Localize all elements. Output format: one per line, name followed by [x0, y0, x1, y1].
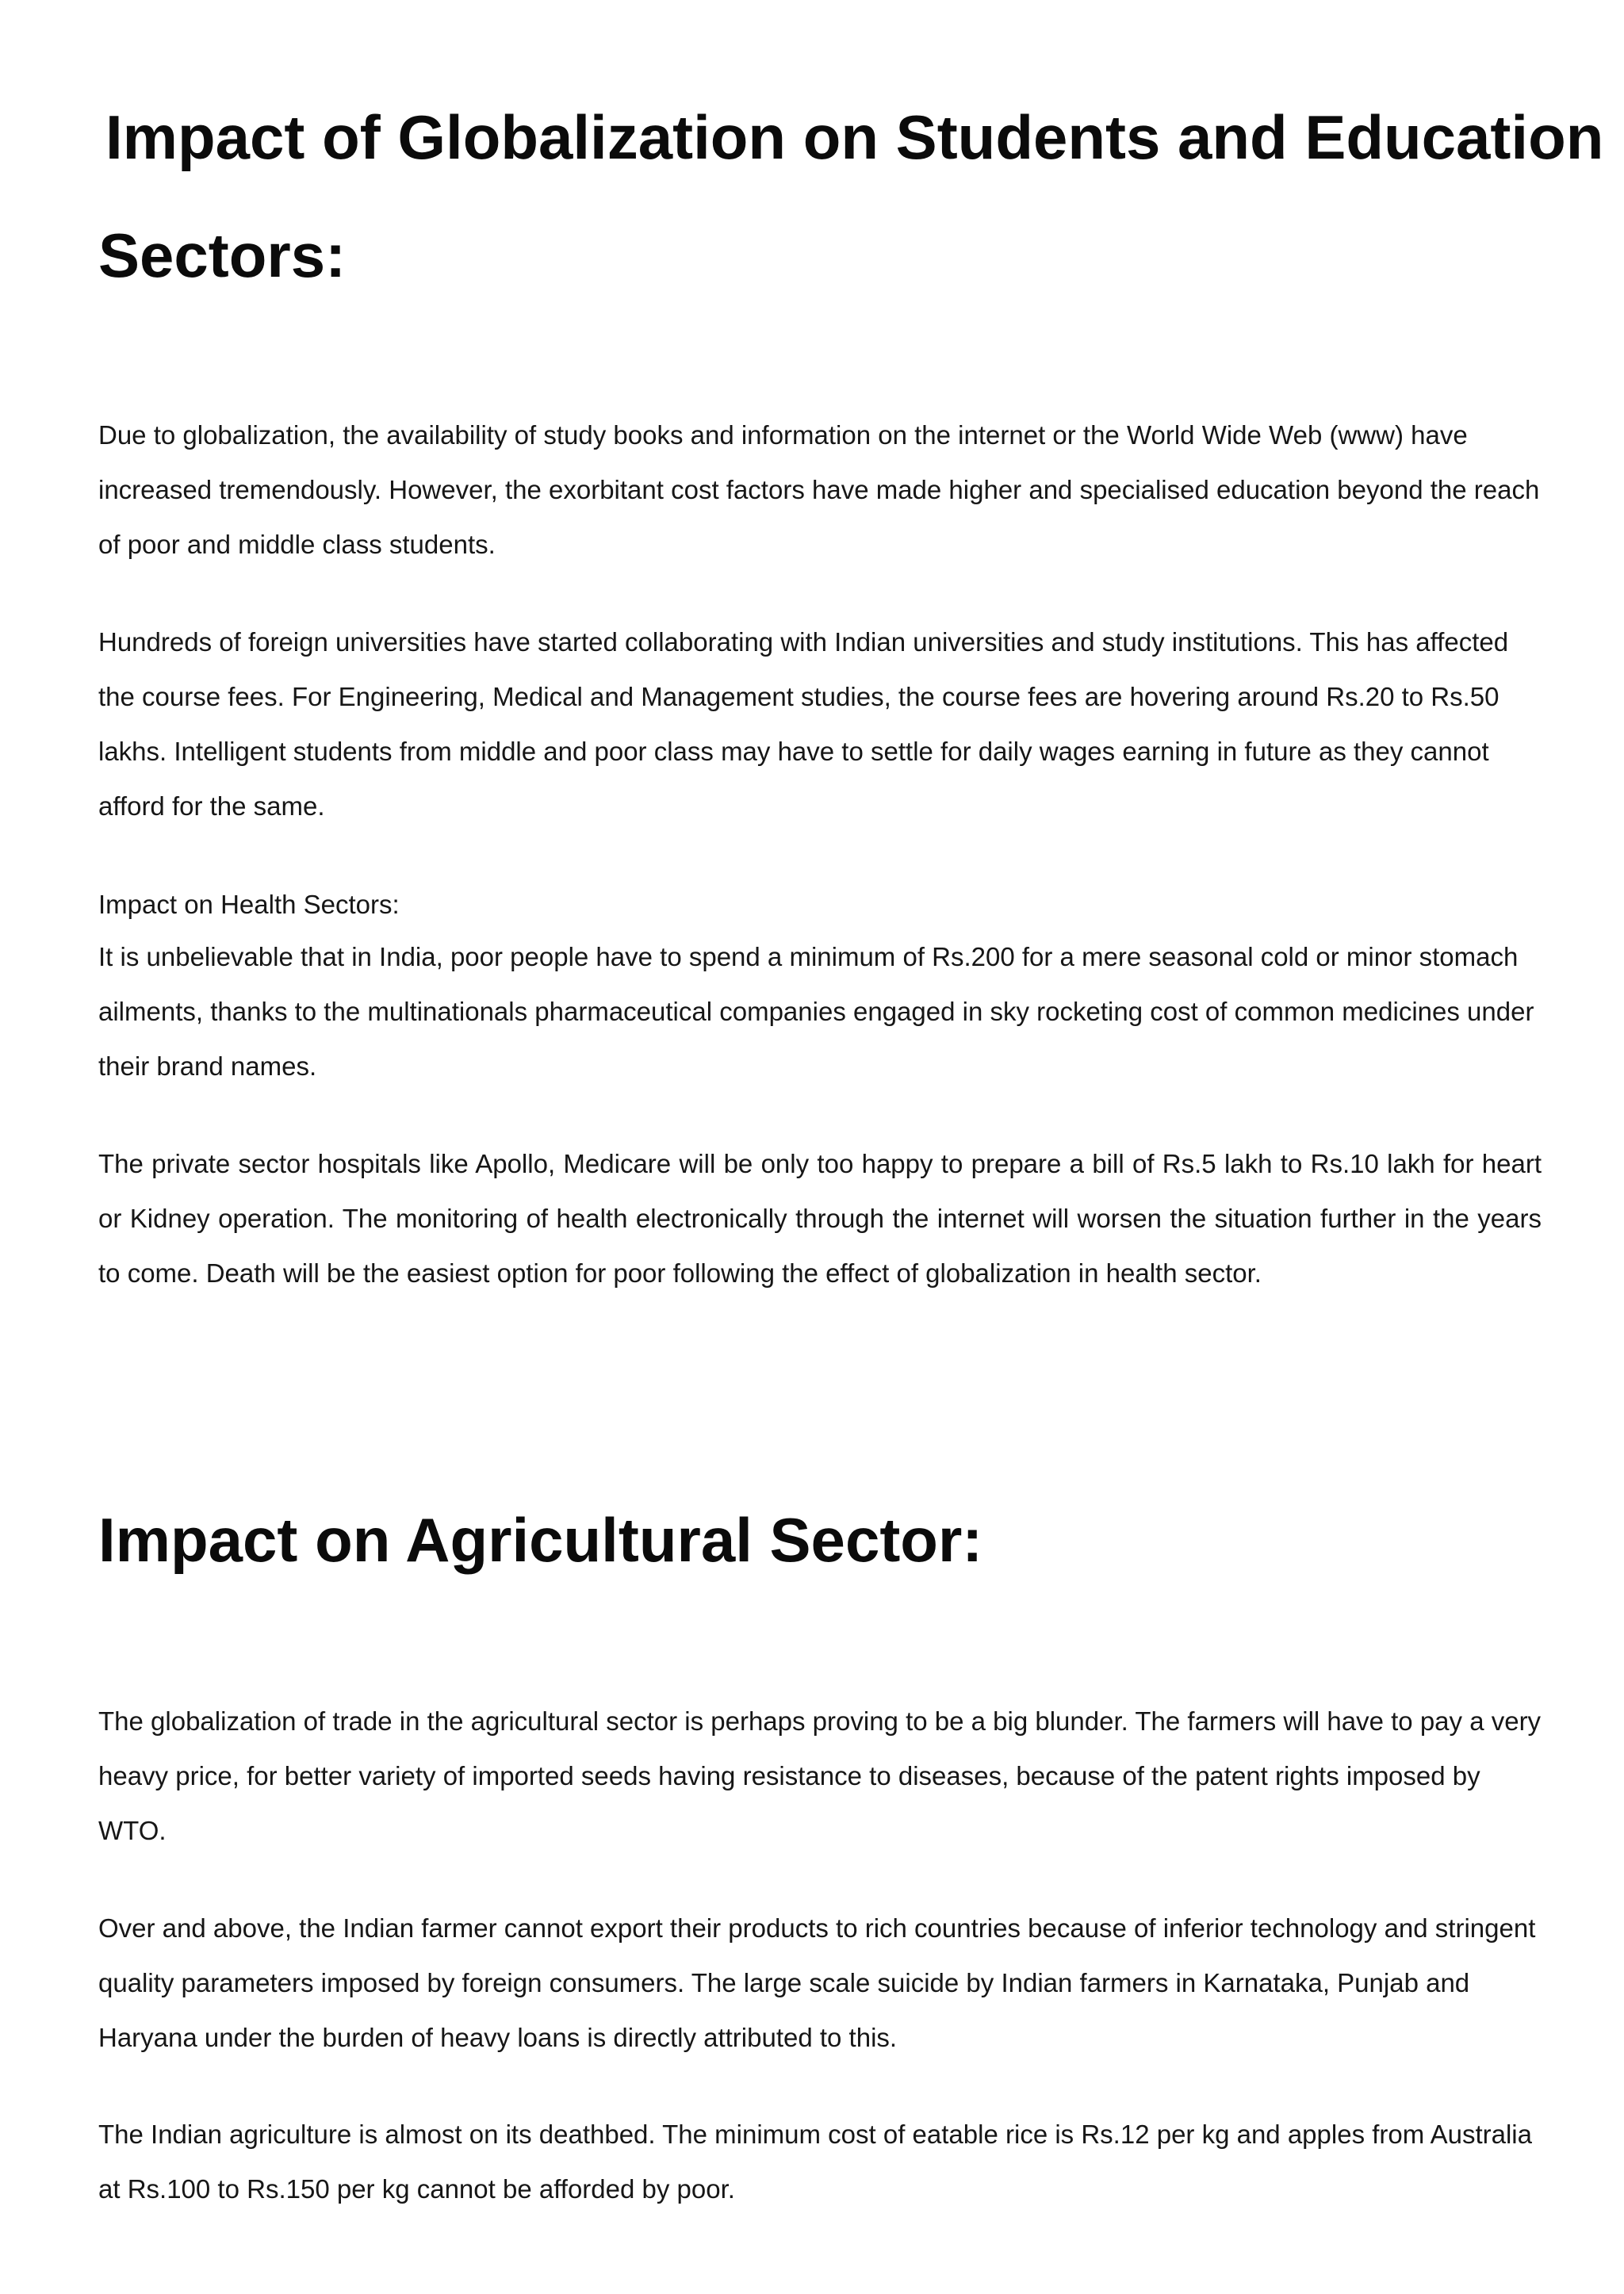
paragraph-health-hospitals: The private sector hospitals like Apollo, Medicare will be only too happy to prepare a bill of Rs.5 lakh to Rs.10 lakh for heart or Kidney operation. The monitoring of health electronically through the internet will worsen the situation further in the years to come. Death will be the easiest option for poor following the effect of globalization in health sector.	[98, 1149, 1542, 1288]
page-title-continuation: Sectors:	[98, 220, 347, 290]
paragraph-education-availability: Due to globalization, the availability of study books and information on the internet or the World Wide Web (www) have increased tremendously. However, the exorbitant cost factors have made higher and specialised education beyond the reach of poor and middle class students.	[98, 420, 1540, 559]
paragraph-agriculture-deathbed: The Indian agriculture is almost on its deathbed. The minimum cost of eatable rice is Rs.12 per kg and apples from Australia at Rs.100 to Rs.150 per kg cannot be afforded by poor.	[98, 2120, 1532, 2204]
paragraph-agriculture-export: Over and above, the Indian farmer cannot export their products to rich countries because of inferior technology and stringent quality parameters imposed by foreign consumers. The large scale suicide by Indian farmers in Karnataka, Punjab and Haryana under the burden of heavy loans is directly attributed to this.	[98, 1913, 1536, 2052]
paragraph-education-fees: Hundreds of foreign universities have started collaborating with Indian universities and study institutions. This has affected the course fees. For Engineering, Medical and Management studies, the course fees are hovering around Rs.20 to Rs.50 lakhs. Intelligent students from middle and poor class may have to settle for daily wages earning in future as they cannot afford for the same.	[98, 627, 1509, 821]
subheading-health: Impact on Health Sectors:	[98, 890, 400, 919]
page-title: Impact of Globalization on Students and Education	[105, 102, 1604, 172]
paragraph-agriculture-trade: The globalization of trade in the agricultural sector is perhaps proving to be a big blunder. The farmers will have to pay a very heavy price, for better variety of imported seeds having resistance to diseases, because of the patent rights imposed by WTO.	[98, 1706, 1542, 1845]
paragraph-health-medicine-cost: It is unbelievable that in India, poor people have to spend a minimum of Rs.200 for a mere seasonal cold or minor stomach ailments, thanks to the multinationals pharmaceutical companies engaged in sky rocketing cost of common medicines under their brand names.	[98, 942, 1534, 1081]
section-heading-agriculture: Impact on Agricultural Sector:	[98, 1505, 983, 1575]
